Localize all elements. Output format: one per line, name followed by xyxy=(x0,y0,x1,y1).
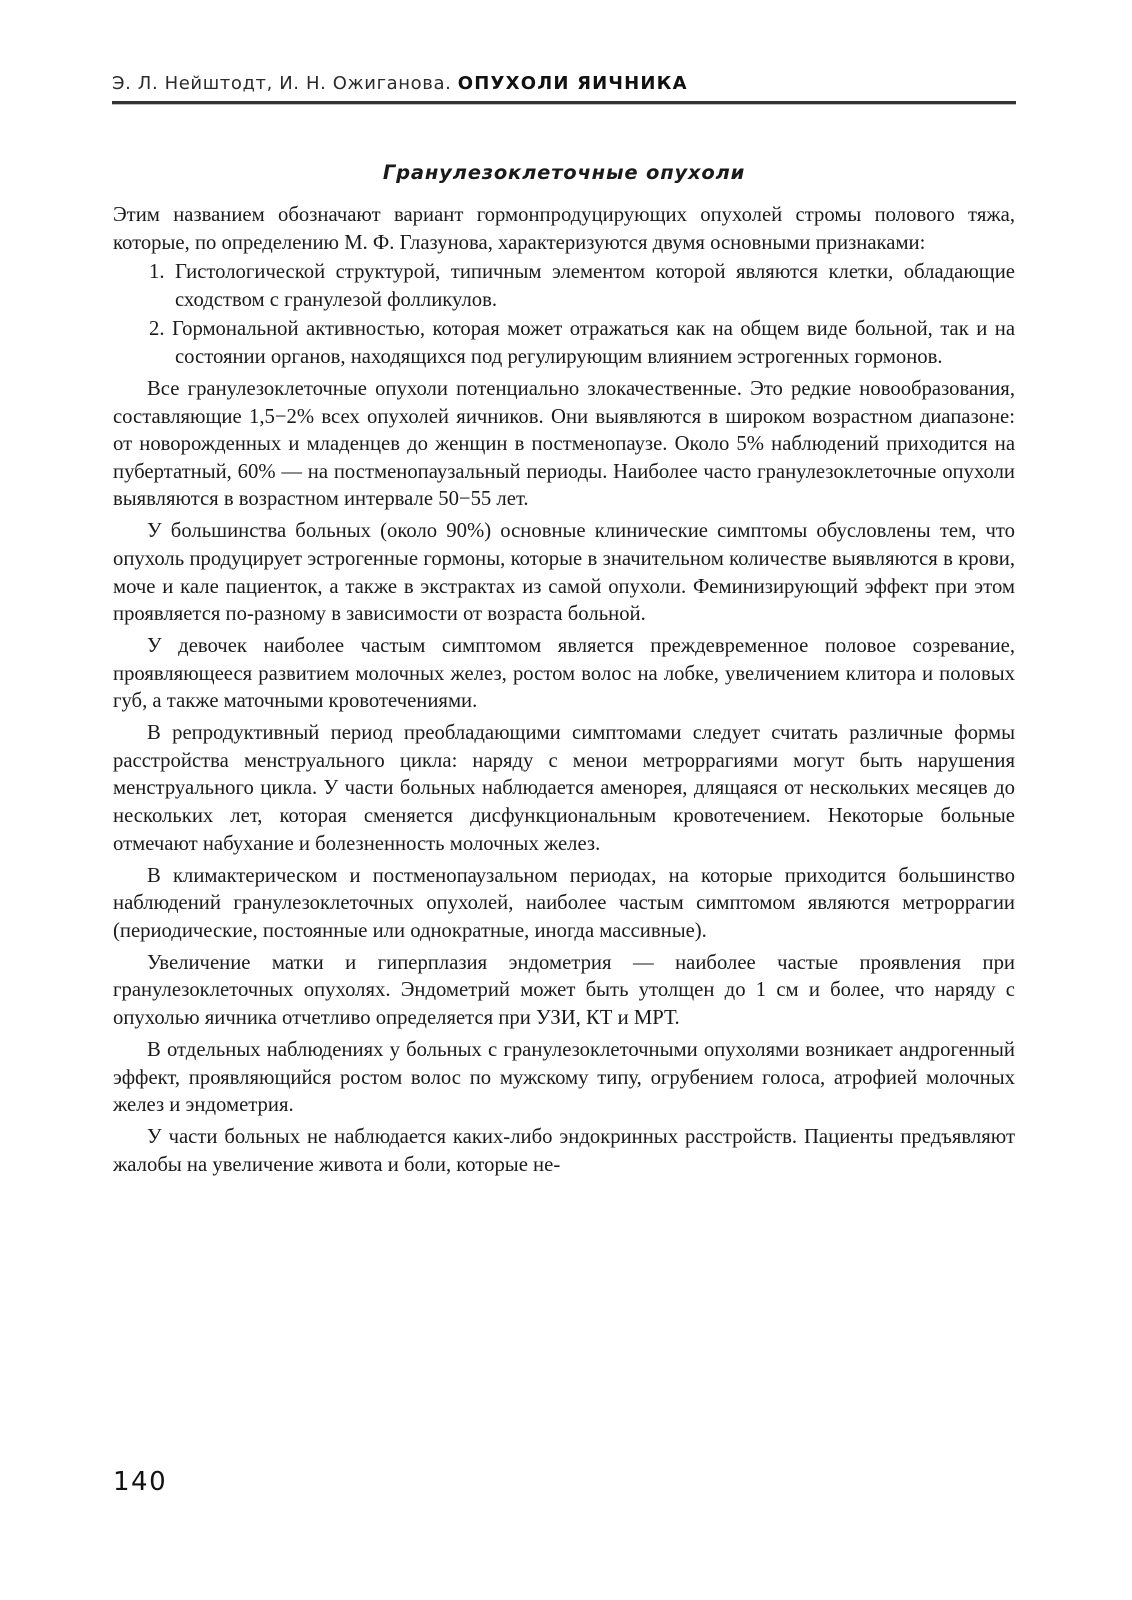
section-title: Гранулезоклеточные опухоли xyxy=(382,161,746,184)
header-book-title: ОПУХОЛИ ЯИЧНИКА xyxy=(457,73,688,94)
paragraph: В климактерическом и постменопаузальном периодах, на которые приходится большинство наблюдений гранулезоклеточных опухолей, наиболее частым симптомом являются метроррагии (периодические, постоянные или однократные, иногда массивные). xyxy=(113,864,1015,942)
page-number: 140 xyxy=(113,1467,168,1497)
paragraph: У девочек наиболее частым симптомом является преждевременное половое созревание, проявляющееся развитием молочных желез, ростом волос на лобке, увеличением клитора и половых губ, а также маточными кровотечениями. xyxy=(113,635,1015,713)
header-rule xyxy=(112,101,1016,105)
list-item: 1. Гистологической структурой, типичным элементом которой являются клетки, обладающие сходством с гранулезой фолликулов. xyxy=(149,261,1015,311)
paragraph: Все гранулезоклеточные опухоли потенциально злокачественные. Это редкие новообразования, составляющие 1,5−2% всех опухолей яичников. Они выявляются в широком возрастном диапазоне: от новорожденных и младенцев до женщин в постменопаузе. Около 5% наблюдений приходится на пубертатный, 60% — на постменопаузальный периоды. Наиболее часто гранулезоклеточные опухоли выявляются в возрастном интервале 50−55 лет. xyxy=(113,377,1015,511)
paragraph: У части больных не наблюдается каких-либо эндокринных расстройств. Пациенты предъявляют жалобы на увеличение живота и боли, которые не- xyxy=(113,1126,1015,1176)
intro-paragraph: Этим названием обозначают вариант гормонпродуцирующих опухолей стромы полового тяжа, которые, по определению М. Ф. Глазунова, характеризуются двумя основными признаками: xyxy=(113,204,1015,254)
paragraph: Увеличение матки и гиперплазия эндометрия — наиболее частые проявления при гранулезоклеточных опухолях. Эндометрий может быть утолщен до 1 см и более, что наряду с опухолью яичника отчетливо определяется при УЗИ, КТ и МРТ. xyxy=(113,951,1015,1029)
paragraph: В репродуктивный период преобладающими симптомами следует считать различные формы расстройства менструального цикла: наряду с менои метроррагиями могут быть нарушения менструального цикла. У части больных наблюдается аменорея, длящаяся от нескольких месяцев до нескольких лет, которая сменяется дисфункциональным кровотечением. Некоторые больные отмечают набухание и болезненность молочных желез. xyxy=(113,722,1015,855)
list-item: 2. Гормональной активностью, которая может отражаться как на общем виде больной, так и на состоянии органов, находящихся под регулирующим влиянием эстрогенных гормонов. xyxy=(149,318,1015,368)
paragraph: У большинства больных (около 90%) основные клинические симптомы обусловлены тем, что опухоль продуцирует эстрогенные гормоны, которые в значительном количестве выявляются в крови, моче и кале пациенток, а также в экстрактах из самой опухоли. Феминизирующий эффект при этом проявляется по-разному в зависимости от возраста больной. xyxy=(113,520,1015,626)
header-authors: Э. Л. Нейштодт, И. Н. Ожиганова. xyxy=(112,73,452,94)
running-header xyxy=(112,72,1016,96)
paragraph: В отдельных наблюдениях у больных с гранулезоклеточными опухолями возникает андрогенный эффект, проявляющийся ростом волос по мужскому типу, огрубением голоса, атрофией молочных желез и эндометрия. xyxy=(113,1038,1015,1117)
numbered-list xyxy=(113,259,1015,371)
body-text xyxy=(113,202,1015,1184)
